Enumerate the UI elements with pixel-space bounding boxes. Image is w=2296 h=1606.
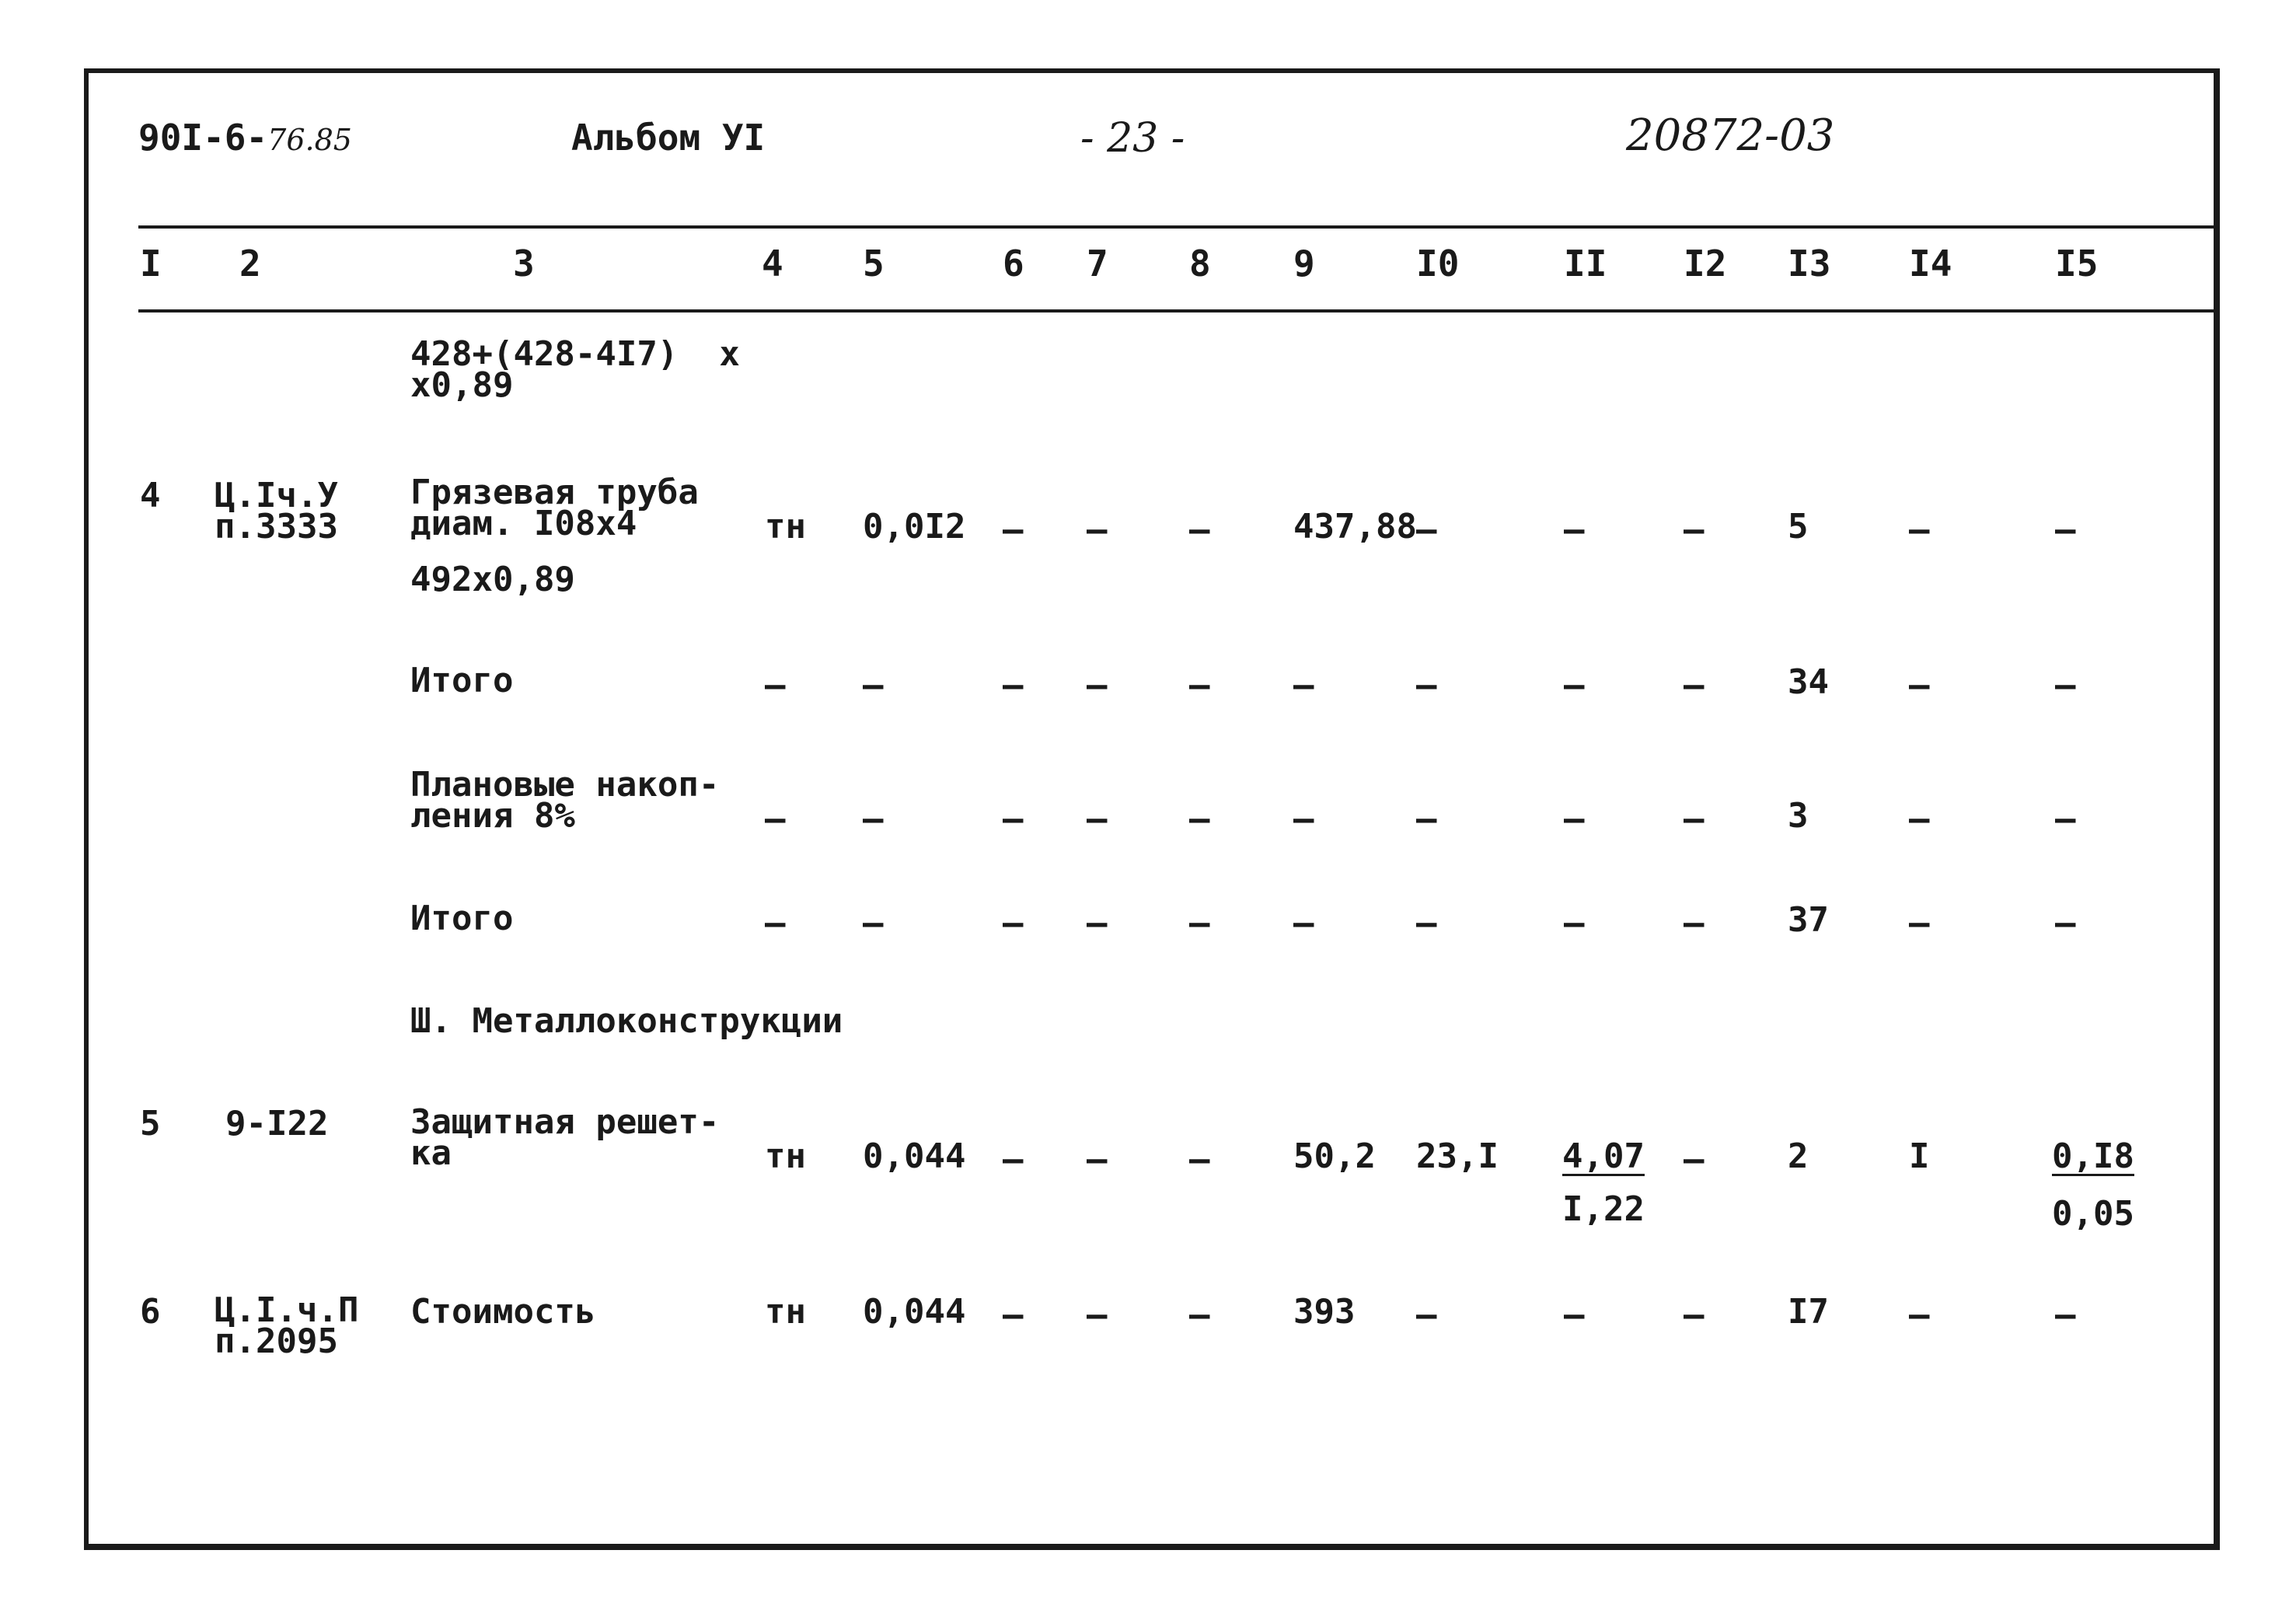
column-number-6: 6 — [1003, 243, 1024, 285]
row-6-c8: – — [1189, 1295, 1210, 1335]
row-3-c15: – — [2055, 799, 2076, 839]
row-1-c13: 5 — [1788, 507, 1809, 546]
row-5-number: 5 — [140, 1104, 161, 1143]
row-1-number: 4 — [140, 476, 161, 515]
row-4-qty: – — [863, 903, 884, 943]
row-3-c14: – — [1909, 799, 1930, 839]
row-1-c11: – — [1564, 510, 1585, 550]
row-6-unit: тн — [765, 1292, 806, 1332]
row-2-unit: – — [765, 665, 786, 705]
row-1-c7: – — [1087, 510, 1108, 550]
row-2-c12: – — [1684, 665, 1705, 705]
column-number-12: I2 — [1684, 243, 1727, 285]
column-number-11: II — [1564, 243, 1607, 285]
column-number-10: I0 — [1416, 243, 1460, 285]
row-4-c10: – — [1416, 903, 1437, 943]
row-3-c13: 3 — [1788, 796, 1809, 836]
row-4-c8: – — [1189, 903, 1210, 943]
row-6-c14: – — [1909, 1295, 1930, 1335]
row-5-c11-numerator: 4,07 — [1562, 1136, 1645, 1176]
row-4-c13: 37 — [1788, 900, 1829, 940]
row-3-unit: – — [765, 799, 786, 839]
row-5-c7: – — [1087, 1140, 1108, 1179]
row-2-c7: – — [1087, 665, 1108, 705]
row-2-c15: – — [2055, 665, 2076, 705]
row-6-c15: – — [2055, 1295, 2076, 1335]
row-3-desc: Плановые накоп- ления 8% — [410, 765, 720, 836]
row-2-c6: – — [1003, 665, 1024, 705]
row-2-c10: – — [1416, 665, 1437, 705]
row-4-desc: Итого — [410, 899, 514, 938]
row-5-c12: – — [1684, 1140, 1705, 1179]
row-3-c12: – — [1684, 799, 1705, 839]
row-3-c10: – — [1416, 799, 1437, 839]
row-5-qty: 0,044 — [863, 1136, 966, 1176]
column-number-7: 7 — [1087, 243, 1108, 285]
row-6-c13: I7 — [1788, 1292, 1829, 1332]
row-4-c14: – — [1909, 903, 1930, 943]
row-3-c11: – — [1564, 799, 1585, 839]
doc-code — [138, 117, 352, 159]
column-number-2: 2 — [239, 243, 261, 285]
row-4-c11: – — [1564, 903, 1585, 943]
row-6-number: 6 — [140, 1292, 161, 1332]
row-6-c7: – — [1087, 1295, 1108, 1335]
row-4-c12: – — [1684, 903, 1705, 943]
row-6-c11: – — [1564, 1295, 1585, 1335]
column-number-9: 9 — [1293, 243, 1315, 285]
row-1-code: Ц.Iч.У п.3333 — [215, 476, 338, 546]
header-rule-bottom — [138, 309, 2215, 312]
row-5-c10: 23,I — [1416, 1136, 1499, 1176]
column-number-8: 8 — [1189, 243, 1211, 285]
column-number-14: I4 — [1909, 243, 1952, 285]
row-2-c13: 34 — [1788, 662, 1829, 702]
row-5-c14: I — [1909, 1136, 1930, 1176]
row-6-c6: – — [1003, 1295, 1024, 1335]
header-rule-top — [138, 225, 2215, 229]
column-number-5: 5 — [863, 243, 885, 285]
row-1-c14: – — [1909, 510, 1930, 550]
column-number-4: 4 — [762, 243, 783, 285]
column-number-3: 3 — [513, 243, 535, 285]
row-3-c7: – — [1087, 799, 1108, 839]
row-0-desc: 428+(428-4I7) x x0,89 — [410, 334, 740, 405]
row-1-c15: – — [2055, 510, 2076, 550]
album-label: Альбом УI — [571, 117, 766, 159]
row-5-c9: 50,2 — [1293, 1136, 1376, 1176]
row-4-c6: – — [1003, 903, 1024, 943]
row-1-unit: тн — [765, 507, 806, 546]
row-4-c15: – — [2055, 903, 2076, 943]
row-5-c11-denominator: I,22 — [1562, 1189, 1645, 1229]
row-4-c9: – — [1293, 903, 1314, 943]
row-1-c6: – — [1003, 510, 1024, 550]
row-5-c8: – — [1189, 1140, 1210, 1179]
row-5-c15-denominator: 0,05 — [2052, 1194, 2134, 1234]
row-5-desc: Защитная решет- ка — [410, 1102, 720, 1173]
row-2-c14: – — [1909, 665, 1930, 705]
page-number: - 23 - — [1080, 115, 1185, 162]
row-1-desc: Грязевая труба диам. I08x4 — [410, 473, 699, 543]
row-5-c15-numerator: 0,I8 — [2052, 1136, 2134, 1176]
row-2-qty: – — [863, 665, 884, 705]
row-1-c12: – — [1684, 510, 1705, 550]
row-1-desc-extra: 492x0,89 — [410, 560, 575, 599]
doc-code-handwritten: 76.85 — [267, 123, 352, 157]
column-number-15: I5 — [2055, 243, 2099, 285]
row-3-c8: – — [1189, 799, 1210, 839]
row-6-qty: 0,044 — [863, 1292, 966, 1332]
row-2-c9: – — [1293, 665, 1314, 705]
row-6-c10: – — [1416, 1295, 1437, 1335]
row-5-c6: – — [1003, 1140, 1024, 1179]
row-5-c13: 2 — [1788, 1136, 1809, 1176]
row-2-desc: Итого — [410, 661, 514, 700]
document-frame — [84, 68, 2220, 1550]
row-5-code: 9-I22 — [225, 1104, 329, 1143]
row-1-qty: 0,0I2 — [863, 507, 966, 546]
row-3-c9: – — [1293, 799, 1314, 839]
row-4-c7: – — [1087, 903, 1108, 943]
row-3-qty: – — [863, 799, 884, 839]
row-6-code: Ц.I.ч.П п.2095 — [215, 1290, 359, 1361]
section-heading: Ш. Металлоконструкции — [410, 1001, 843, 1041]
row-1-c10: – — [1416, 510, 1437, 550]
doc-code-printed: 90I-6- — [138, 117, 268, 159]
row-3-c6: – — [1003, 799, 1024, 839]
row-4-unit: – — [765, 903, 786, 943]
row-1-c8: – — [1189, 510, 1210, 550]
doc-number: 20872-03 — [1626, 110, 1835, 161]
row-6-c9: 393 — [1293, 1292, 1356, 1332]
row-2-c11: – — [1564, 665, 1585, 705]
row-6-c12: – — [1684, 1295, 1705, 1335]
row-1-c9: 437,88 — [1293, 507, 1417, 546]
row-5-unit: тн — [765, 1136, 806, 1176]
row-2-c8: – — [1189, 665, 1210, 705]
column-number-1: I — [140, 243, 162, 285]
column-number-13: I3 — [1788, 243, 1831, 285]
row-6-desc: Стоимость — [410, 1292, 596, 1332]
